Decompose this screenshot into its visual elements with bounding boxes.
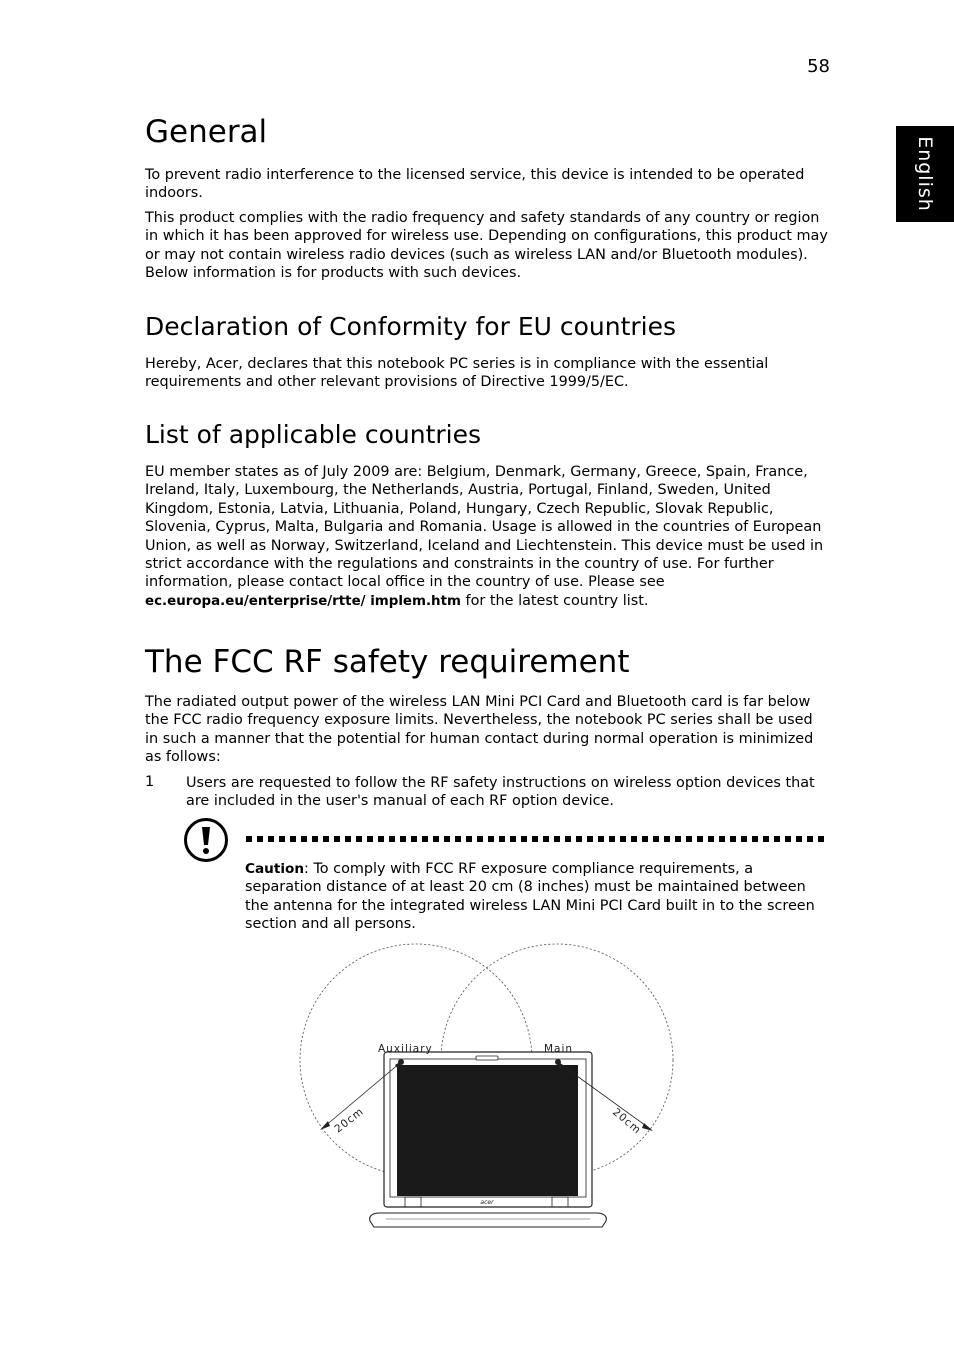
- label-main: Main: [544, 1043, 574, 1055]
- general-paragraph-1: To prevent radio interference to the licensed service, this device is intended to be operated indoors.: [145, 167, 805, 202]
- countries-paragraph: [145, 463, 830, 611]
- fcc-paragraph: The radiated output power of the wireless LAN Mini PCI Card and Bluetooth card is far below the FCC radio frequency exposure limits. Nevertheless, the notebook PC series shall be used in such a manner that the potential for human contact during normal operation is minimized as follows:: [145, 694, 814, 766]
- countries-text-end: for the latest country list.: [460, 592, 649, 609]
- general-paragraph-2: This product complies with the radio frequency and safety standards of any country or region in which it has been approved for wireless use. Depending on configurations, this product may or may not contain wireless radio devices (such as wireless LAN and/or Bluetooth modules). Below information is for products with such devices.: [145, 210, 828, 282]
- label-distance-left: 20cm: [332, 1105, 367, 1136]
- countries-text: EU member states as of July 2009 are: Belgium, Denmark, Germany, Greece, Spain, France, Ireland, Italy, Luxembourg, the Netherlands, Austria, Portugal, Finland, Sweden, United Kingdom, Estonia, Latvia, Lithuania, Poland, Hungary, Czech Republic, Slovak Republic, Slovenia, Cyprus, Malta, Bulgaria and Romania. Usage is allowed in the countries of European Union, as well as Norway, Switzerland, Iceland and Liechtenstein. This device must be used in strict accordance with the regulations and constraints in the country of use. For further information, please contact local office in the country of use. Please see: [145, 464, 824, 591]
- label-auxiliary: Auxiliary: [378, 1043, 433, 1055]
- countries-link[interactable]: ec.europa.eu/enterprise/rtte/ implem.htm: [145, 593, 461, 609]
- heading-declaration: Declaration of Conformity for EU countries: [145, 312, 677, 341]
- caution-body: : To comply with FCC RF exposure compliance requirements, a separation distance of at least 20 cm (8 inches) must be maintained between the antenna for the integrated wireless LAN Mini PCI Card built in to the screen section and all persons.: [245, 861, 815, 933]
- language-tab-label: English: [914, 136, 936, 212]
- label-distance-right: 20cm: [610, 1106, 644, 1137]
- laptop-illustration: [370, 1052, 607, 1227]
- heading-countries: List of applicable countries: [145, 420, 482, 449]
- list-item-text: Users are requested to follow the RF safety instructions on wireless option devices that are included in the user's manual of each RF option device.: [186, 775, 815, 810]
- antenna-diagram: [290, 935, 690, 1235]
- heading-general: General: [145, 114, 268, 150]
- heading-fcc: The FCC RF safety requirement: [145, 644, 630, 680]
- declaration-paragraph: Hereby, Acer, declares that this notebook PC series is in compliance with the essential requirements and other relevant provisions of Directive 1999/5/EC.: [145, 356, 769, 391]
- caution-divider: [246, 836, 826, 842]
- caution-icon: [183, 817, 229, 863]
- language-tab: [896, 126, 954, 222]
- caution-label: Caution: [245, 861, 305, 877]
- caution-note: [245, 860, 830, 934]
- laptop-logo: acer: [480, 1199, 494, 1206]
- list-item-number: 1: [145, 774, 155, 790]
- page-number: 58: [807, 56, 830, 77]
